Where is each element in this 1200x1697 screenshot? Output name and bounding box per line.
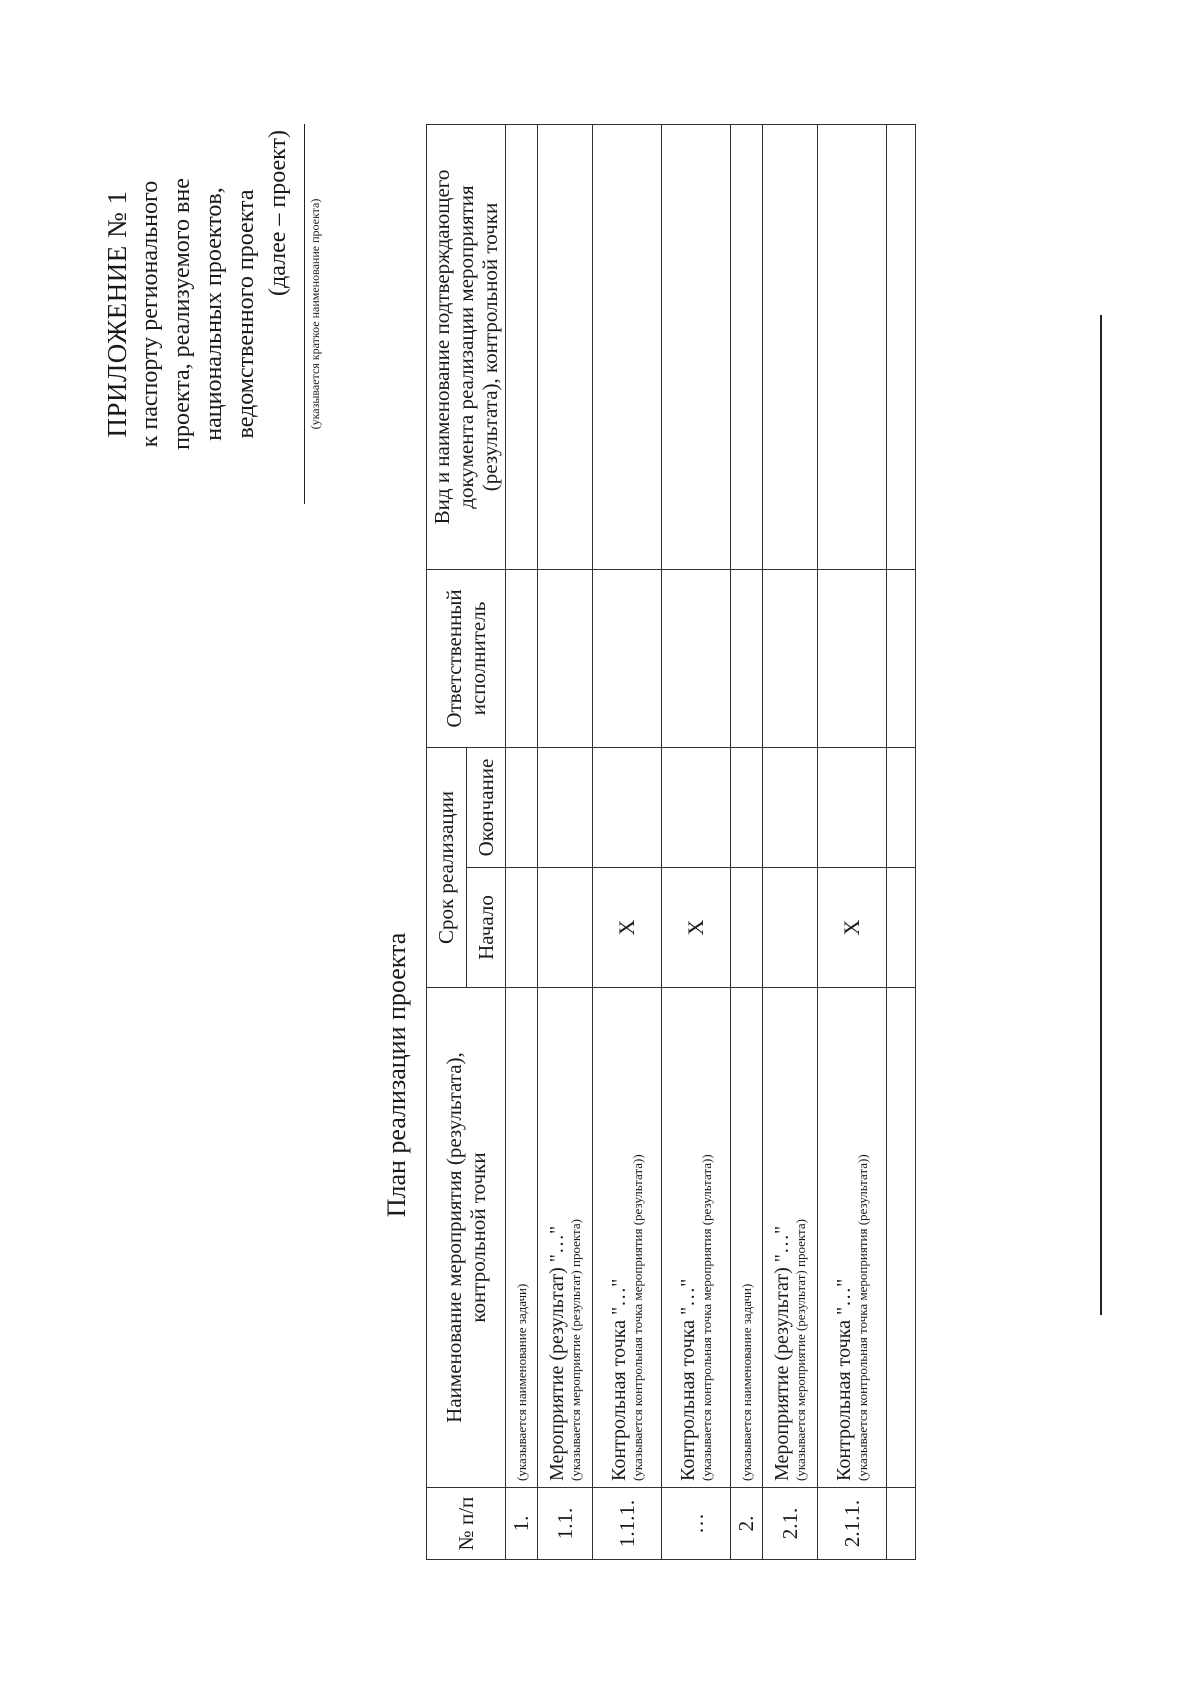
row-note: (указывается контрольная точка мероприятия (результата)) (855, 1154, 870, 1481)
row-note: (указывается контрольная точка мероприятия (результата)) (630, 1154, 645, 1481)
row-name-cell (538, 988, 593, 1488)
table-row (818, 125, 887, 1560)
row-responsible (763, 570, 818, 748)
plan-table-body (506, 125, 916, 1560)
annex-line-3: национальных проектов, (201, 187, 227, 441)
row-number: 2. (731, 1488, 763, 1560)
table-row (593, 125, 662, 1560)
header-term: Срок реализации (427, 748, 467, 988)
row-start (731, 868, 763, 988)
header-start: Начало (466, 868, 506, 988)
row-start (887, 868, 916, 988)
row-document (593, 125, 662, 570)
row-end (662, 748, 731, 868)
row-note: (указывается мероприятие (результат) проекта) (568, 1219, 583, 1481)
row-number: … (662, 1488, 731, 1560)
row-number: 1.1. (538, 1488, 593, 1560)
row-responsible (538, 570, 593, 748)
row-end (818, 748, 887, 868)
row-end (763, 748, 818, 868)
row-document (887, 125, 916, 570)
row-document (818, 125, 887, 570)
table-row (887, 125, 916, 1560)
row-note: (указывается контрольная точка мероприятия (результата)) (699, 1154, 714, 1481)
row-document (763, 125, 818, 570)
row-name-cell (763, 988, 818, 1488)
row-document (538, 125, 593, 570)
row-responsible (731, 570, 763, 748)
row-name-cell (731, 988, 763, 1488)
row-title: Контрольная точка "…" (608, 1278, 630, 1481)
row-number: 1.1.1. (593, 1488, 662, 1560)
table-row (731, 125, 763, 1560)
row-end (887, 748, 916, 868)
row-note: (указывается мероприятие (результат) проекта) (793, 1219, 808, 1481)
row-number (887, 1488, 916, 1560)
row-responsible (593, 570, 662, 748)
header-end: Окончание (466, 748, 506, 868)
header-responsible: Ответственный исполнитель (427, 570, 506, 748)
row-name-cell (506, 988, 538, 1488)
row-responsible (506, 570, 538, 748)
annex-header (100, 124, 323, 504)
row-document (731, 125, 763, 570)
row-end (538, 748, 593, 868)
row-title: Контрольная точка "…" (833, 1278, 855, 1481)
row-end (731, 748, 763, 868)
row-responsible (887, 570, 916, 748)
row-title: Мероприятие (результат) "…" (771, 1225, 793, 1481)
row-name-cell (887, 988, 916, 1488)
annex-line-5: (далее – проект) (265, 130, 291, 296)
row-title: Контрольная точка "…" (677, 1278, 699, 1481)
plan-title: План реализации проекта (382, 932, 411, 1218)
row-responsible (818, 570, 887, 748)
annex-title: ПРИЛОЖЕНИЕ № 1 (102, 190, 132, 438)
row-name-cell (662, 988, 731, 1488)
row-number: 1. (506, 1488, 538, 1560)
annex-line-1: к паспорту регионального (137, 180, 163, 448)
header-name: Наименование мероприятия (результата), контрольной точки (427, 988, 506, 1488)
row-note: (указывается наименование задачи) (514, 1283, 529, 1481)
row-end (593, 748, 662, 868)
row-start (538, 868, 593, 988)
row-responsible (662, 570, 731, 748)
landscape-sheet (60, 80, 1180, 1640)
table-header-row (427, 125, 467, 1560)
row-start: X (662, 868, 731, 988)
row-number: 2.1. (763, 1488, 818, 1560)
row-document (506, 125, 538, 570)
row-number: 2.1.1. (818, 1488, 887, 1560)
footer-rule (1100, 315, 1102, 1315)
annex-line-4: ведомственного проекта (233, 189, 259, 439)
row-note: (указывается наименование задачи) (739, 1283, 754, 1481)
table-row (763, 125, 818, 1560)
table-row (538, 125, 593, 1560)
project-name-hint: (указывается краткое наименование проекта) (304, 124, 323, 504)
table-row (662, 125, 731, 1560)
row-title: Мероприятие (результат) "…" (546, 1225, 568, 1481)
annex-line-2: проекта, реализуемого вне (169, 178, 195, 450)
plan-table (426, 124, 916, 1560)
row-start (506, 868, 538, 988)
row-start (763, 868, 818, 988)
row-name-cell (593, 988, 662, 1488)
row-start: X (818, 868, 887, 988)
row-start: X (593, 868, 662, 988)
row-name-cell (818, 988, 887, 1488)
header-num: № п/п (427, 1488, 506, 1560)
row-end (506, 748, 538, 868)
header-document: Вид и наименование подтверждающего документа реализации мероприятия (результата), контрольной точки (427, 125, 506, 570)
table-row (506, 125, 538, 1560)
row-document (662, 125, 731, 570)
